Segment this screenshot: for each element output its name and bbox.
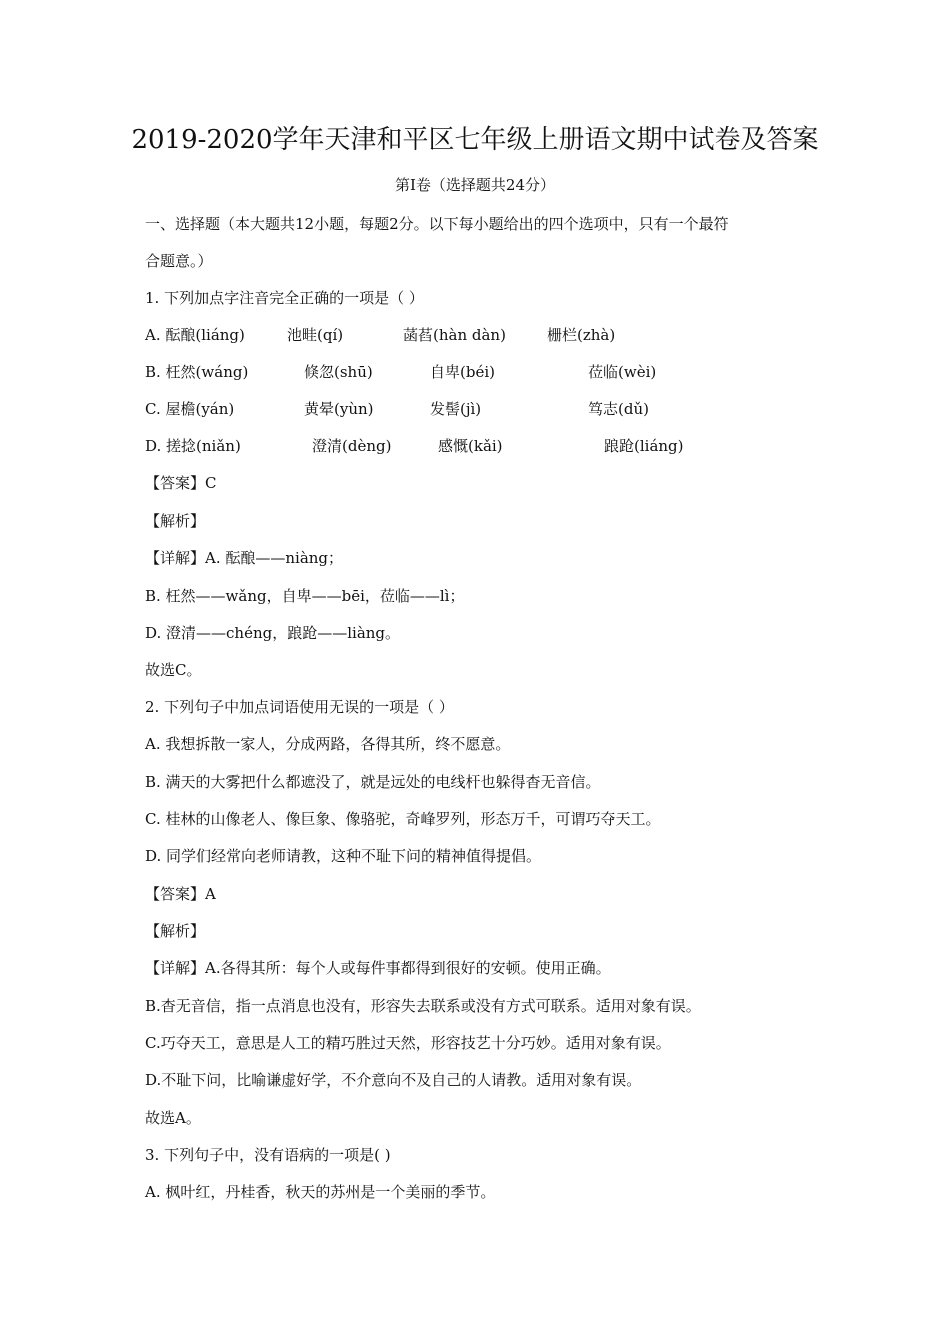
question-1-option-c bbox=[145, 398, 825, 420]
option-item: 感慨(kǎi) bbox=[438, 437, 503, 455]
question-2-analysis-label: 【解析】 bbox=[145, 922, 206, 940]
section-subtitle: 第Ⅰ卷（选择题共24分） bbox=[394, 176, 555, 194]
question-1-detail: B. 枉然——wǎng，自卑——bēi，莅临——lì； bbox=[145, 587, 465, 605]
option-item: A. 酝酿(liáng) bbox=[145, 326, 245, 344]
question-2-option-d: D. 同学们经常向老师请教，这种不耻下问的精神值得提倡。 bbox=[145, 847, 542, 865]
option-item: 踉跄(liáng) bbox=[604, 437, 684, 455]
option-item: C. 屋檐(yán) bbox=[145, 400, 235, 418]
option-item: 莅临(wèi) bbox=[588, 363, 657, 381]
question-1-option-b bbox=[145, 361, 825, 383]
question-2-detail: C.巧夺天工，意思是人工的精巧胜过天然，形容技艺十分巧妙。适用对象有误。 bbox=[145, 1034, 671, 1052]
question-1-detail: 【详解】A. 酝酿——niàng； bbox=[145, 549, 344, 567]
question-1-answer: 【答案】C bbox=[145, 474, 217, 492]
option-item: D. 搓捻(niǎn) bbox=[145, 437, 241, 455]
question-2-option-c: C. 桂林的山像老人、像巨象、像骆驼，奇峰罗列，形态万千，可谓巧夺天工。 bbox=[145, 810, 661, 828]
question-3-stem: 3. 下列句子中，没有语病的一项是( ) bbox=[145, 1146, 391, 1164]
question-1-detail: D. 澄清——chéng，踉跄——liàng。 bbox=[145, 624, 401, 642]
question-3-option-a: A. 枫叶红，丹桂香，秋天的苏州是一个美丽的季节。 bbox=[145, 1183, 496, 1201]
question-1-option-a bbox=[145, 324, 825, 346]
question-1-option-d bbox=[145, 435, 825, 457]
option-item: 自卑(béi) bbox=[430, 363, 495, 381]
option-item: 池畦(qí) bbox=[287, 326, 344, 344]
question-1-conclusion: 故选C。 bbox=[145, 661, 202, 679]
question-1-analysis-label: 【解析】 bbox=[145, 512, 206, 530]
option-item: 倏忽(shū) bbox=[304, 363, 373, 381]
question-2-stem: 2. 下列句子中加点词语使用无误的一项是（ ） bbox=[145, 698, 454, 716]
option-item: B. 枉然(wáng) bbox=[145, 363, 249, 381]
option-item: 发髻(jì) bbox=[430, 400, 482, 418]
question-2-detail: D.不耻下问，比喻谦虚好学，不介意向不及自己的人请教。适用对象有误。 bbox=[145, 1071, 642, 1089]
question-2-detail: 【详解】A.各得其所：每个人或每件事都得到很好的安顿。使用正确。 bbox=[145, 959, 611, 977]
option-item: 澄清(dèng) bbox=[312, 437, 392, 455]
option-item: 菡萏(hàn dàn) bbox=[403, 326, 506, 344]
question-2-answer: 【答案】A bbox=[145, 885, 216, 903]
question-2-option-b: B. 满天的大雾把什么都遮没了，就是远处的电线杆也躲得杳无音信。 bbox=[145, 773, 601, 791]
question-2-option-a: A. 我想拆散一家人，分成两路，各得其所，终不愿意。 bbox=[145, 735, 511, 753]
page-title: 2019-2020学年天津和平区七年级上册语文期中试卷及答案 bbox=[131, 125, 819, 155]
option-item: 黄晕(yùn) bbox=[304, 400, 374, 418]
question-2-conclusion: 故选A。 bbox=[145, 1109, 201, 1127]
option-item: 笃志(dǔ) bbox=[588, 400, 649, 418]
question-1-stem: 1. 下列加点字注音完全正确的一项是（ ） bbox=[145, 289, 424, 307]
section-heading-continued: 合题意。） bbox=[145, 252, 213, 270]
option-item: 栅栏(zhà) bbox=[547, 326, 616, 344]
section-heading: 一、选择题（本大题共12小题，每题2分。以下每小题给出的四个选项中，只有一个最符 bbox=[145, 215, 729, 233]
question-2-detail: B.杳无音信，指一点消息也没有，形容失去联系或没有方式可联系。适用对象有误。 bbox=[145, 997, 701, 1015]
